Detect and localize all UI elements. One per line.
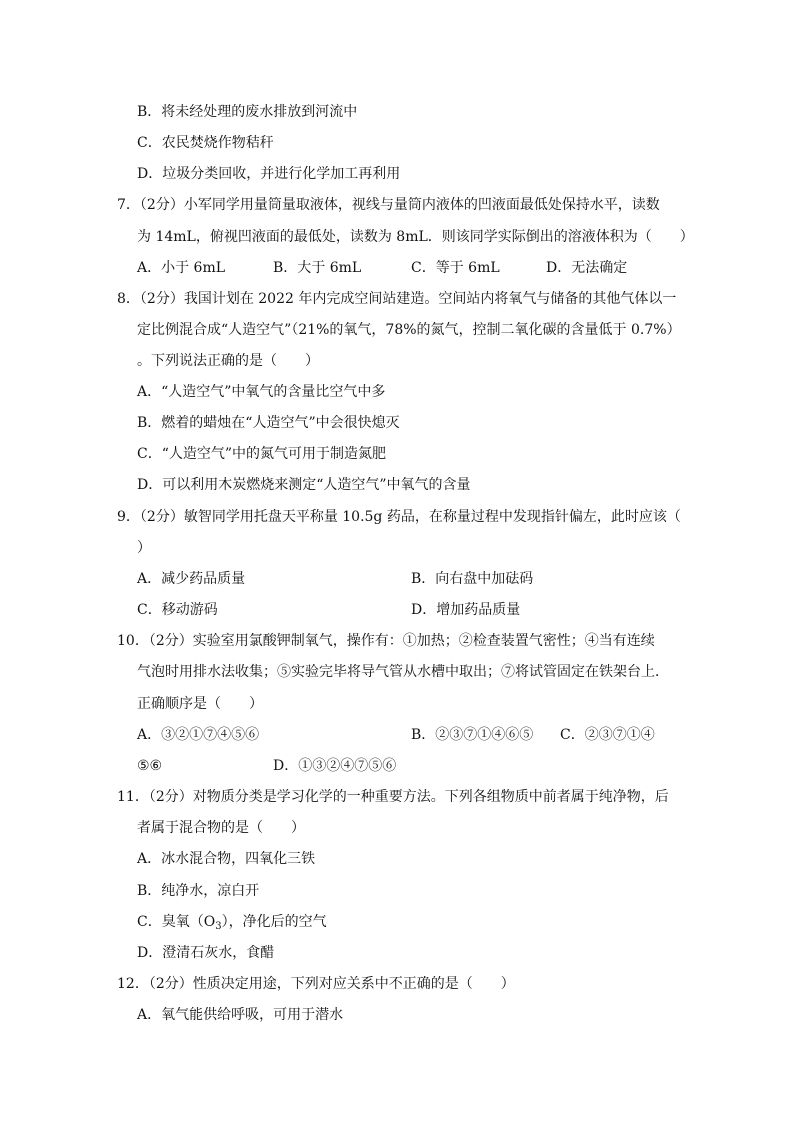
q12-stem-line1: 12．（2分）性质决定用途，下列对应关系中不正确的是（ ） xyxy=(117,976,515,992)
q12-option-a: A．氧气能供给呼吸，可用于潜水 xyxy=(137,1007,344,1023)
q11-option-b: B．纯净水，凉白开 xyxy=(137,883,260,899)
q10-stem-line3: 正确顺序是（ ） xyxy=(137,696,263,712)
q8-option-b: B．燃着的蜡烛在“人造空气”中会很快熄灭 xyxy=(137,415,400,431)
q6-option-b: B．将未经处理的废水排放到河流中 xyxy=(137,104,358,120)
q11-stem-line2: 者属于混合物的是（ ） xyxy=(137,820,305,836)
q11-option-c-label: C．臭氧（O xyxy=(137,914,216,930)
q8-stem-line3: 。下列说法正确的是（ ） xyxy=(137,353,319,369)
q10-stem-line1: 10．（2分）实验室用氯酸钾制氧气，操作有：①加热；②检查装置气密性；④当有连续 xyxy=(117,633,655,649)
q11-option-c-rest: ），净化后的空气 xyxy=(221,914,327,930)
q9-stem-line2: ） xyxy=(137,540,151,556)
q11-option-c-subscript: 3 xyxy=(215,921,222,932)
q8-option-d: D．可以利用木炭燃烧来测定“人造空气”中氧气的含量 xyxy=(137,477,471,493)
q10-option-d: D．①③②④⑦⑤⑥ xyxy=(273,758,397,774)
q9-option-c: C．移动游码 xyxy=(137,602,218,618)
q9-option-d: D．增加药品质量 xyxy=(411,602,521,618)
q11-stem-line1: 11．（2分）对物质分类是学习化学的一种重要方法。下列各组物质中前者属于纯净物，后 xyxy=(117,789,669,805)
q9-option-b: B．向右盘中加砝码 xyxy=(411,571,534,587)
q10-options-row2 xyxy=(0,756,794,776)
q10-option-b: B．②③⑦①④⑥⑤ xyxy=(411,727,534,743)
q7-option-b: B．大于 6mL xyxy=(273,260,362,276)
q10-option-c: C．②③⑦①④ xyxy=(560,727,655,743)
q8-option-a: A．“人造空气”中氧气的含量比空气中多 xyxy=(137,384,386,400)
q11-option-d: D．澄清石灰水，食醋 xyxy=(137,945,275,961)
q11-option-c xyxy=(137,912,794,932)
q7-stem-line1: 7．（2分）小军同学用量筒量取液体，视线与量筒内液体的凹液面最低处保持水平，读数 xyxy=(117,197,660,213)
q7-options xyxy=(0,258,794,278)
q9-options-row1 xyxy=(0,569,794,589)
q7-option-a: A．小于 6mL xyxy=(137,260,226,276)
q9-options-row2 xyxy=(0,600,794,620)
q7-option-c: C．等于 6mL xyxy=(411,260,500,276)
q10-option-a: A．③②①⑦④⑤⑥ xyxy=(137,727,260,743)
q8-stem-line1: 8．（2分）我国计划在 2022 年内完成空间站建造。空间站内将氧气与储备的其他气体以一 xyxy=(117,291,677,307)
q10-stem-line2: 气泡时用排水法收集；⑤实验完毕将导气管从水槽中取出；⑦将试管固定在铁架台上． xyxy=(137,664,669,680)
q7-stem-line2: 为 14mL，俯视凹液面的最低处，读数为 8mL．则该同学实际倒出的溶液体积为（ ） xyxy=(137,229,694,245)
q9-option-a: A．减少药品质量 xyxy=(137,571,246,587)
q9-stem-line1: 9．（2分）敏智同学用托盘天平称量 10.5g 药品，在称量过程中发现指针偏左，此时应该（ xyxy=(117,509,681,525)
q10-option-c-continued: ⑤⑥ xyxy=(137,758,163,774)
q11-option-a: A．冰水混合物，四氧化三铁 xyxy=(137,851,316,867)
q10-options-row1 xyxy=(0,725,794,745)
q7-option-d: D．无法确定 xyxy=(546,260,628,276)
q8-stem-line2: 定比例混合成“人造空气”（21%的氧气，78%的氮气，控制二氧化碳的含量低于 0.7%） xyxy=(137,322,681,338)
q6-option-c: C．农民焚烧作物秸秆 xyxy=(137,135,274,151)
q8-option-c: C．“人造空气”中的氮气可用于制造氮肥 xyxy=(137,446,387,462)
q6-option-d: D．垃圾分类回收，并进行化学加工再利用 xyxy=(137,166,401,182)
